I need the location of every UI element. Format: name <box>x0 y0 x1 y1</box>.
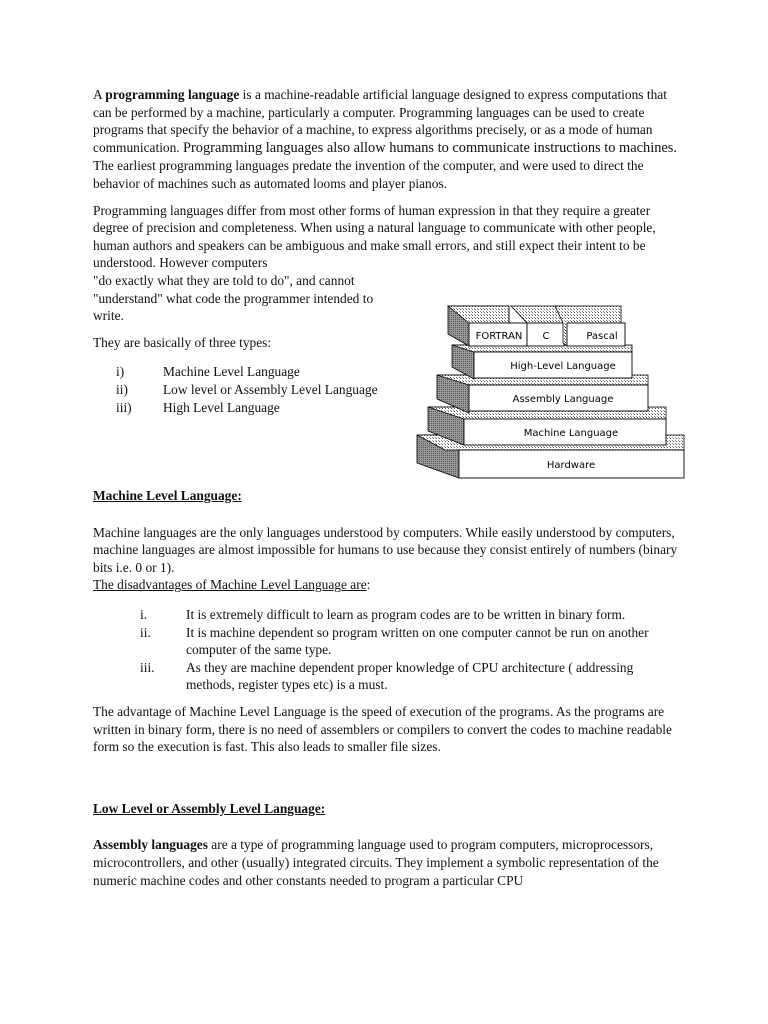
hardware-label: Hardware <box>546 460 596 471</box>
assembly-paragraph <box>93 836 678 889</box>
machine-heading: Machine Level Language: <box>93 488 242 504</box>
assembly-language-label: Assembly Language <box>512 394 614 405</box>
c-label: C <box>542 331 550 342</box>
term-assembly-languages: Assembly languages <box>93 837 208 853</box>
disadvantages-heading-colon: : <box>366 577 371 593</box>
assembly-heading: Low Level or Assembly Level Language: <box>93 800 326 816</box>
machine-paragraph: Machine languages are the only languages understood by computers. While easily understood by computers, machine languages are almost impossible for humans to use because they consist entirely of numbers (binary bits i.e. 0 or 1). <box>93 524 678 575</box>
list-item <box>93 624 678 659</box>
list-item <box>93 606 678 624</box>
intro-body-b: Programming languages also allow humans to communicate instructions to machines. <box>183 139 677 156</box>
list-text: It is extremely difficult to learn as program codes are to be written in binary form. <box>186 607 626 623</box>
assembly-body: are a type of programming language used to program computers, microprocessors, microcontrollers, and other (usually) integrated circuits. They implement a symbolic representation of the numeric machine codes and other constants needed to program a particular CPU <box>93 837 659 888</box>
machine-language-label: Machine Language <box>523 428 619 439</box>
document-page <box>93 86 678 889</box>
list-text: It is machine dependent so program written on one computer cannot be run on another computer of the same type. <box>186 624 649 658</box>
language-hierarchy-diagram <box>415 303 690 483</box>
disadvantages-heading-text: The disadvantages of Machine Level Language are <box>93 577 367 593</box>
intro-p2-line2: "do exactly what they are told to do", and cannot <box>93 272 355 288</box>
list-number: ii) <box>116 381 128 397</box>
assembly-language-layer <box>437 375 648 413</box>
list-text: Low level or Assembly Level Language <box>163 381 378 397</box>
intro-p2-line3: "understand" what code the programmer intended to <box>93 290 374 306</box>
language-boxes <box>448 306 625 346</box>
machine-language-layer <box>428 407 666 445</box>
fortran-label: FORTRAN <box>475 331 523 342</box>
intro-lead: A <box>93 87 106 102</box>
intro-p2-line4: write. <box>93 308 124 324</box>
list-number: i. <box>140 607 148 623</box>
list-item <box>93 659 678 694</box>
term-programming-language: programming language <box>105 87 240 102</box>
list-text: High Level Language <box>163 399 280 415</box>
list-number: iii) <box>116 399 132 415</box>
disadvantages-list <box>93 606 678 694</box>
intro-body-a: is a machine-readable artificial language designed to express computations that can be performed by a machine, particularly a computer. Programming languages can be used to create programs that specify the behavior of a machine, to express algorithms precisely, or as a mode of human communication. <box>93 87 667 155</box>
advantage-paragraph: The advantage of Machine Level Language is the speed of execution of the programs. As the programs are written in binary form, there is no need of assemblers or compilers to convert the codes to machine readable form so the execution is fast. This also leads to smaller file sizes. <box>93 704 672 755</box>
list-text: Machine Level Language <box>163 364 300 380</box>
intro-paragraph-1 <box>93 86 678 193</box>
pascal-label: Pascal <box>586 331 618 342</box>
list-number: ii. <box>140 624 151 640</box>
high-level-language-label: High-Level Language <box>510 361 616 372</box>
types-intro: They are basically of three types: <box>93 334 272 350</box>
high-level-language-layer <box>452 345 632 379</box>
list-text: As they are machine dependent proper knowledge of CPU architecture ( addressing methods, register types etc) is a must. <box>186 659 634 693</box>
intro-p2-text: Programming languages differ from most other forms of human expression in that they require a greater degree of precision and completeness. When using a natural language to communicate with other people, human authors and speakers can be ambiguous and make small errors, and still expect their intent to be understood. However computers <box>93 202 656 271</box>
disadvantages-heading <box>93 576 678 594</box>
intro-body-c: The earliest programming languages predate the invention of the computer, and were used to direct the behavior of machines such as automated looms and player pianos. <box>93 158 644 191</box>
list-number: i) <box>116 364 125 380</box>
list-number: iii. <box>140 659 155 675</box>
